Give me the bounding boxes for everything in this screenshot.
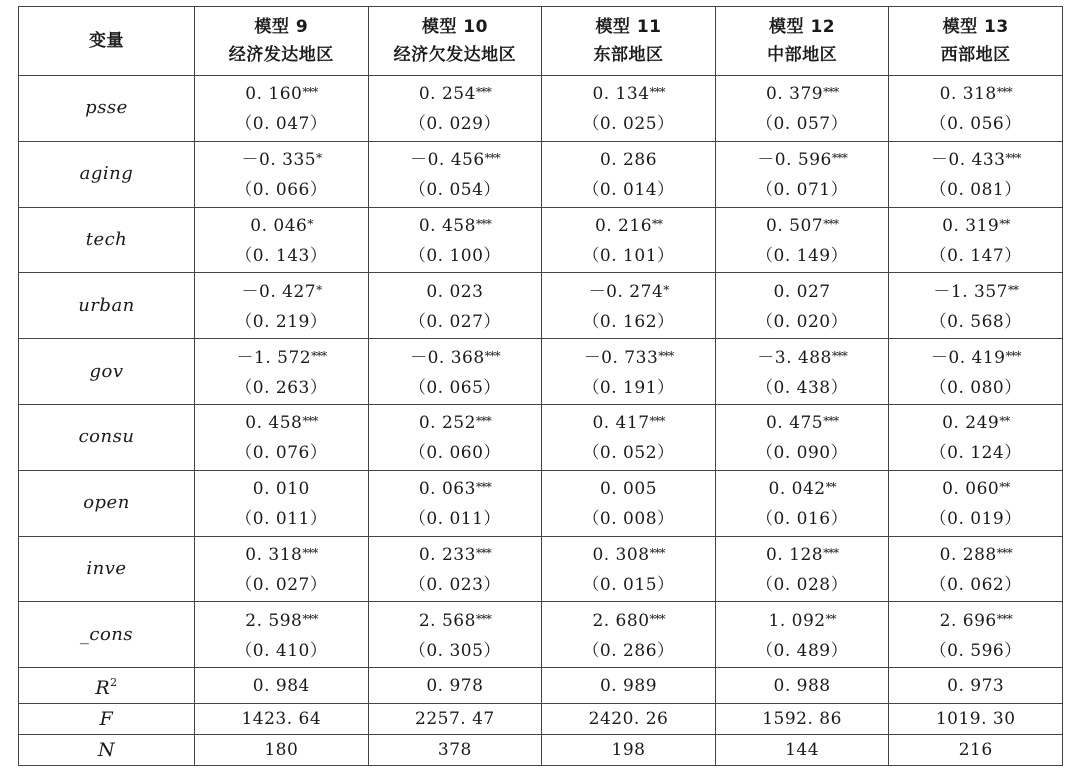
estimate-cell (889, 470, 1063, 536)
standard-error: （0. 047） (235, 114, 328, 135)
standard-error: （0. 060） (408, 443, 501, 464)
significance-stars: ** (825, 480, 836, 495)
model-name: 模型 12 (769, 17, 836, 37)
estimate-cell (889, 76, 1063, 142)
estimate-cell (368, 76, 542, 142)
standard-error: （0. 019） (929, 509, 1022, 530)
standard-error: （0. 489） (756, 640, 849, 661)
standard-error: （0. 028） (756, 574, 849, 595)
coefficient (195, 143, 368, 175)
significance-stars: *** (823, 414, 839, 429)
coefficient-value: －0. 274 (588, 281, 664, 302)
standard-error: （0. 162） (582, 311, 675, 332)
statistic-value: 1592. 86 (715, 704, 889, 735)
table-row (19, 470, 1063, 536)
header-variable: 变量 (19, 7, 195, 76)
statistic-label: N (97, 739, 116, 762)
model-region: 西部地区 (940, 45, 1011, 65)
standard-error: （0. 100） (408, 245, 501, 266)
model-region: 东部地区 (593, 45, 664, 65)
coefficient (889, 275, 1062, 307)
significance-stars: *** (823, 216, 839, 231)
coefficient-value: 0. 417 (592, 413, 650, 434)
coefficient (369, 406, 542, 438)
coefficient (195, 604, 368, 636)
coefficient (716, 472, 889, 504)
standard-error: （0. 219） (235, 311, 328, 332)
significance-stars: *** (823, 545, 839, 560)
coefficient (889, 406, 1062, 438)
coefficient (195, 341, 368, 373)
estimate-cell (195, 273, 369, 339)
estimate-cell (715, 339, 889, 405)
table-row (19, 273, 1063, 339)
estimate-cell (542, 339, 716, 405)
variable-name: tech (19, 207, 195, 273)
statistic-label: R (95, 677, 111, 700)
coefficient (369, 538, 542, 570)
variable-name: consu (19, 404, 195, 470)
model-name: 模型 11 (595, 17, 662, 37)
standard-error: （0. 029） (408, 114, 501, 135)
coefficient (542, 209, 715, 241)
coefficient (716, 604, 889, 636)
standard-error: （0. 090） (756, 443, 849, 464)
coefficient-value: －0. 427 (241, 281, 317, 302)
significance-stars: *** (823, 85, 839, 100)
coefficient-value: 0. 046 (250, 215, 308, 236)
statistic-label: F (99, 708, 114, 731)
coefficient (542, 275, 715, 307)
coefficient-value: 2. 598 (245, 610, 303, 631)
standard-error: （0. 025） (582, 114, 675, 135)
standard-error: （0. 014） (582, 180, 675, 201)
statistic-value: 0. 978 (368, 668, 542, 704)
standard-error: （0. 286） (582, 640, 675, 661)
coefficient-value: 2. 568 (418, 610, 476, 631)
coefficient-value: 0. 063 (418, 479, 476, 500)
estimate-cell (195, 536, 369, 602)
estimate-cell (889, 339, 1063, 405)
significance-stars: * (663, 282, 669, 297)
estimate-cell (542, 404, 716, 470)
significance-stars: ** (825, 611, 836, 626)
significance-stars: ** (999, 480, 1010, 495)
coefficient (369, 275, 542, 307)
coefficient-value: 0. 318 (939, 84, 997, 105)
estimate-cell (715, 207, 889, 273)
variable-name: psse (19, 76, 195, 142)
significance-stars: *** (996, 545, 1012, 560)
coefficient-value: 0. 042 (768, 479, 826, 500)
coefficient (542, 472, 715, 504)
significance-stars: ** (999, 216, 1010, 231)
standard-error: （0. 071） (756, 180, 849, 201)
significance-stars: ** (999, 414, 1010, 429)
estimate-cell (715, 470, 889, 536)
coefficient-value: 0. 286 (599, 150, 658, 171)
statistic-value: 0. 973 (889, 668, 1063, 704)
coefficient-value: 0. 308 (592, 544, 650, 565)
coefficient (889, 538, 1062, 570)
coefficient-value: －0. 419 (930, 347, 1006, 368)
significance-stars: *** (302, 85, 318, 100)
estimate-cell (542, 207, 716, 273)
coefficient (542, 341, 715, 373)
significance-stars: *** (831, 348, 847, 363)
statistic-value: 0. 984 (195, 668, 369, 704)
coefficient-value: －0. 433 (930, 150, 1006, 171)
standard-error: （0. 076） (235, 443, 328, 464)
coefficient-value: －0. 456 (410, 150, 485, 171)
estimate-cell (889, 207, 1063, 273)
significance-stars: *** (302, 545, 318, 560)
standard-error: （0. 305） (408, 640, 501, 661)
standard-error: （0. 020） (756, 311, 849, 332)
coefficient-value: 0. 233 (418, 544, 476, 565)
coefficient-value: 0. 319 (942, 215, 1000, 236)
estimate-cell (195, 404, 369, 470)
table-row (19, 76, 1063, 142)
significance-stars: *** (475, 611, 491, 626)
coefficient (889, 341, 1062, 373)
significance-stars: *** (475, 545, 491, 560)
header-model (368, 7, 542, 76)
standard-error: （0. 057） (756, 114, 849, 135)
coefficient-value: 0. 458 (418, 215, 476, 236)
standard-error: （0. 101） (582, 245, 675, 266)
standard-error: （0. 124） (929, 443, 1022, 464)
estimate-cell (715, 273, 889, 339)
model-name: 模型 9 (254, 17, 309, 37)
significance-stars: *** (475, 480, 491, 495)
standard-error: （0. 027） (235, 574, 328, 595)
standard-error: （0. 410） (235, 640, 328, 661)
coefficient-value: －0. 596 (757, 150, 832, 171)
significance-stars: *** (996, 611, 1012, 626)
estimate-cell (195, 141, 369, 207)
estimate-cell (368, 602, 542, 668)
coefficient (369, 209, 542, 241)
estimate-cell (889, 536, 1063, 602)
significance-stars: *** (475, 216, 491, 231)
estimate-cell (715, 404, 889, 470)
coefficient (716, 406, 889, 438)
coefficient-value: －0. 335 (241, 150, 317, 171)
header-model (889, 7, 1063, 76)
coefficient-value: 0. 134 (592, 84, 650, 105)
coefficient-value: 0. 507 (766, 215, 824, 236)
coefficient (195, 77, 368, 109)
standard-error: （0. 052） (582, 443, 675, 464)
stat-row (19, 668, 1063, 704)
coefficient (716, 538, 889, 570)
estimate-cell (195, 76, 369, 142)
significance-stars: *** (302, 611, 318, 626)
model-region: 经济发达地区 (228, 45, 334, 65)
estimate-cell (368, 141, 542, 207)
significance-stars: *** (996, 85, 1012, 100)
coefficient-value: －0. 368 (410, 347, 485, 368)
coefficient (542, 538, 715, 570)
standard-error: （0. 062） (929, 574, 1022, 595)
standard-error: （0. 008） (582, 509, 675, 530)
coefficient-value: 0. 060 (942, 479, 1000, 500)
header-row (19, 7, 1063, 76)
standard-error: （0. 011） (408, 509, 501, 530)
estimate-cell (889, 404, 1063, 470)
significance-stars: * (307, 216, 313, 231)
standard-error: （0. 080） (929, 377, 1022, 398)
coefficient-value: 0. 318 (245, 544, 303, 565)
estimate-cell (715, 141, 889, 207)
table-row (19, 602, 1063, 668)
coefficient (716, 143, 889, 175)
coefficient-value: 0. 216 (594, 215, 653, 236)
significance-stars: *** (311, 348, 327, 363)
standard-error: （0. 011） (235, 509, 328, 530)
estimate-cell (368, 207, 542, 273)
coefficient-value: 0. 254 (418, 84, 476, 105)
coefficient-value: －3. 488 (757, 347, 832, 368)
standard-error: （0. 054） (408, 180, 501, 201)
statistic-value: 0. 989 (542, 668, 716, 704)
statistic-value: 1423. 64 (195, 704, 369, 735)
coefficient-value: 0. 475 (766, 413, 824, 434)
stat-row (19, 704, 1063, 735)
estimate-cell (195, 470, 369, 536)
significance-stars: ** (1007, 282, 1018, 297)
significance-stars: *** (475, 85, 491, 100)
estimate-cell (542, 273, 716, 339)
coefficient (889, 209, 1062, 241)
model-region: 中部地区 (767, 45, 838, 65)
model-name: 模型 10 (421, 17, 488, 37)
estimate-cell (889, 602, 1063, 668)
statistic-rows (19, 668, 1063, 766)
estimate-cell (368, 273, 542, 339)
coefficient-value: 0. 128 (766, 544, 824, 565)
coefficient-value: 0. 379 (766, 84, 824, 105)
statistic-name (19, 735, 195, 766)
coefficient (369, 604, 542, 636)
standard-error: （0. 568） (929, 311, 1022, 332)
statistic-value: 216 (889, 735, 1063, 766)
coefficient (369, 143, 542, 175)
coefficient (716, 209, 889, 241)
significance-stars: * (316, 151, 322, 166)
statistic-value: 2257. 47 (368, 704, 542, 735)
coefficient (889, 143, 1062, 175)
significance-stars: *** (302, 414, 318, 429)
variable-name: _cons (19, 602, 195, 668)
coefficient-value: 2. 680 (592, 610, 650, 631)
regression-table (18, 6, 1063, 766)
variable-rows (19, 76, 1063, 668)
standard-error: （0. 016） (756, 509, 849, 530)
coefficient-value: －1. 572 (236, 347, 312, 368)
statistic-value: 0. 988 (715, 668, 889, 704)
coefficient-value: 0. 027 (773, 281, 831, 302)
coefficient (542, 77, 715, 109)
estimate-cell (542, 602, 716, 668)
significance-stars: *** (831, 151, 847, 166)
coefficient-value: 0. 005 (599, 479, 658, 500)
header-model (715, 7, 889, 76)
statistic-name (19, 704, 195, 735)
standard-error: （0. 143） (235, 245, 328, 266)
standard-error: （0. 147） (929, 245, 1022, 266)
standard-error: （0. 191） (582, 377, 675, 398)
coefficient-value: 0. 249 (942, 413, 1000, 434)
significance-stars: *** (649, 545, 665, 560)
table-row (19, 536, 1063, 602)
estimate-cell (368, 536, 542, 602)
table-row (19, 404, 1063, 470)
estimate-cell (715, 536, 889, 602)
standard-error: （0. 023） (408, 574, 501, 595)
standard-error: （0. 596） (929, 640, 1022, 661)
estimate-cell (195, 207, 369, 273)
significance-stars: *** (1005, 348, 1021, 363)
significance-stars: *** (658, 348, 674, 363)
coefficient (369, 341, 542, 373)
coefficient (195, 275, 368, 307)
estimate-cell (542, 536, 716, 602)
standard-error: （0. 015） (582, 574, 675, 595)
coefficient-value: 1. 092 (768, 610, 826, 631)
statistic-value: 2420. 26 (542, 704, 716, 735)
coefficient (889, 604, 1062, 636)
statistic-value: 198 (542, 735, 716, 766)
variable-name: gov (19, 339, 195, 405)
estimate-cell (195, 339, 369, 405)
estimate-cell (368, 404, 542, 470)
coefficient-value: 0. 252 (418, 413, 476, 434)
header-model (542, 7, 716, 76)
variable-name: inve (19, 536, 195, 602)
significance-stars: *** (649, 611, 665, 626)
statistic-name (19, 668, 195, 704)
variable-name: open (19, 470, 195, 536)
coefficient-value: 0. 160 (245, 84, 303, 105)
estimate-cell (715, 602, 889, 668)
stat-row (19, 735, 1063, 766)
significance-stars: ** (652, 216, 663, 231)
estimate-cell (889, 141, 1063, 207)
coefficient (542, 604, 715, 636)
coefficient (195, 538, 368, 570)
coefficient-value: 0. 023 (426, 281, 484, 302)
coefficient-value: －1. 357 (933, 281, 1008, 302)
model-region: 经济欠发达地区 (393, 45, 517, 65)
statistic-value: 378 (368, 735, 542, 766)
significance-stars: *** (1005, 151, 1021, 166)
coefficient (889, 77, 1062, 109)
significance-stars: *** (484, 151, 500, 166)
estimate-cell (368, 470, 542, 536)
coefficient (716, 275, 889, 307)
significance-stars: *** (484, 348, 500, 363)
variable-name: urban (19, 273, 195, 339)
coefficient (369, 77, 542, 109)
statistic-value: 144 (715, 735, 889, 766)
coefficient (716, 341, 889, 373)
coefficient (195, 209, 368, 241)
statistic-superscript: 2 (110, 676, 118, 690)
coefficient-value: 0. 010 (252, 479, 310, 500)
standard-error: （0. 027） (408, 311, 501, 332)
significance-stars: *** (649, 85, 665, 100)
table-row (19, 141, 1063, 207)
coefficient (716, 77, 889, 109)
estimate-cell (542, 76, 716, 142)
estimate-cell (889, 273, 1063, 339)
estimate-cell (368, 339, 542, 405)
estimate-cell (542, 141, 716, 207)
significance-stars: * (316, 282, 322, 297)
significance-stars: *** (475, 414, 491, 429)
standard-error: （0. 149） (756, 245, 849, 266)
coefficient (542, 406, 715, 438)
statistic-value: 1019. 30 (889, 704, 1063, 735)
coefficient (195, 472, 368, 504)
header-model (195, 7, 369, 76)
estimate-cell (195, 602, 369, 668)
standard-error: （0. 263） (235, 377, 328, 398)
standard-error: （0. 056） (929, 114, 1022, 135)
coefficient (542, 143, 715, 175)
standard-error: （0. 438） (756, 377, 849, 398)
table-row (19, 339, 1063, 405)
coefficient-value: 0. 458 (245, 413, 303, 434)
coefficient-value: －0. 733 (583, 347, 659, 368)
coefficient (889, 472, 1062, 504)
coefficient-value: 2. 696 (939, 610, 997, 631)
model-name: 模型 13 (942, 17, 1009, 37)
standard-error: （0. 066） (235, 180, 328, 201)
table-row (19, 207, 1063, 273)
coefficient-value: 0. 288 (939, 544, 997, 565)
estimate-cell (715, 76, 889, 142)
standard-error: （0. 081） (929, 180, 1022, 201)
coefficient (369, 472, 542, 504)
variable-name: aging (19, 141, 195, 207)
estimate-cell (542, 470, 716, 536)
significance-stars: *** (649, 414, 665, 429)
statistic-value: 180 (195, 735, 369, 766)
standard-error: （0. 065） (408, 377, 501, 398)
coefficient (195, 406, 368, 438)
